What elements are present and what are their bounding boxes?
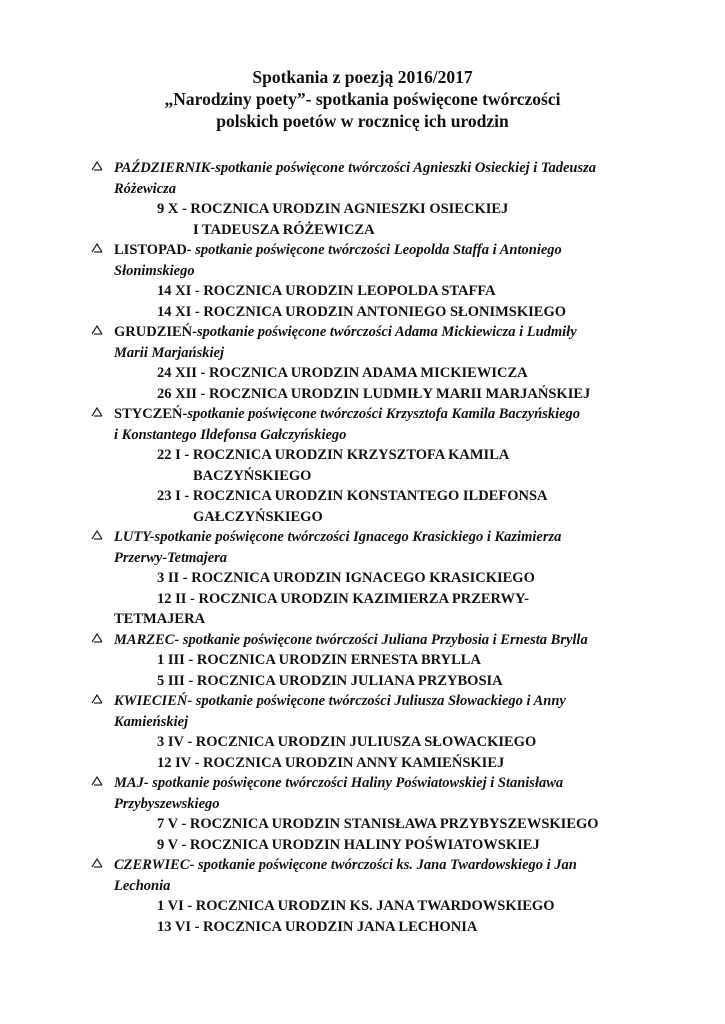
month-description: spotkanie poświęcone twórczości Adama Mickiewicza i Ludmiły xyxy=(196,324,577,340)
month-name: CZERWIEC- xyxy=(114,857,195,873)
month-description-cont: Przerwy-Tetmajera xyxy=(114,549,228,566)
month-description: spotkanie poświęcone twórczości Agnieszki Osieckiej i Tadeusza xyxy=(215,160,597,176)
month-intro xyxy=(0,773,725,814)
month-description-cont: Różewicza xyxy=(114,180,177,197)
month-section-pazdziernik xyxy=(0,158,725,240)
month-section-grudzien xyxy=(0,322,725,404)
birthday-entry: 14 XI - ROCZNICA URODZIN ANTONIEGO SŁONIMSKIEGO xyxy=(157,303,567,320)
month-description-cont: Marii Marjańskiej xyxy=(114,344,224,361)
birthday-entry: 13 VI - ROCZNICA URODZIN JANA LECHONIA xyxy=(157,918,478,935)
month-name: KWIECIEŃ- xyxy=(114,693,193,709)
month-section-czerwiec xyxy=(0,855,725,937)
month-intro xyxy=(0,158,725,199)
birthday-entry-cont: I TADEUSZA RÓŻEWICZA xyxy=(193,221,375,238)
birthday-entry: 5 III - ROCZNICA URODZIN JULIANA PRZYBOSIA xyxy=(157,672,503,689)
month-description: spotkanie poświęcone twórczości Krzysztofa Kamila Baczyńskiego xyxy=(187,406,581,422)
month-description: spotkanie poświęcone twórczości Juliusza Słowackiego i Anny xyxy=(192,693,566,709)
month-description-cont: Kamieńskiej xyxy=(114,713,189,730)
birthday-entry: 7 V - ROCZNICA URODZIN STANISŁAWA PRZYBYSZEWSKIEGO xyxy=(157,816,599,832)
month-name: LUTY- xyxy=(114,529,155,545)
month-description: spotkanie poświęcone twórczości Ignacego Krasickiego i Kazimierza xyxy=(154,529,562,545)
month-name: GRUDZIEŃ- xyxy=(114,324,197,340)
open-bullet-arrow-icon xyxy=(90,692,104,706)
birthday-entry: 1 III - ROCZNICA URODZIN ERNESTA BRYLLA xyxy=(157,652,481,668)
open-bullet-arrow-icon xyxy=(90,774,104,788)
birthday-entry-cont: GAŁCZYŃSKIEGO xyxy=(193,508,323,525)
month-intro xyxy=(0,404,725,445)
birthday-entry: 12 IV - ROCZNICA URODZIN ANNY KAMIEŃSKIEJ xyxy=(157,754,505,771)
month-section-kwiecien xyxy=(0,691,725,773)
month-description: spotkanie poświęcone twórczości Juliana Przybosia i Ernesta Brylla xyxy=(179,631,588,648)
month-description-cont: Przybyszewskiego xyxy=(114,795,220,812)
month-description-cont: Lechonia xyxy=(114,877,171,894)
document-subtitle-line-2: polskich poetów w rocznicę ich urodzin xyxy=(216,111,509,131)
birthday-entry: 26 XII - ROCZNICA URODZIN LUDMIŁY MARII MARJAŃSKIEJ xyxy=(157,385,591,402)
birthday-entry-cont: TETMAJERA xyxy=(114,611,206,627)
birthday-entry: 23 I - ROCZNICA URODZIN KONSTANTEGO ILDEFONSA xyxy=(157,488,548,504)
month-name: STYCZEŃ- xyxy=(114,406,188,422)
birthday-entry: 3 IV - ROCZNICA URODZIN JULIUSZA SŁOWACKIEGO xyxy=(157,734,537,750)
month-name: MARZEC- xyxy=(114,631,180,648)
month-intro xyxy=(0,855,725,896)
birthday-entry: 12 II - ROCZNICA URODZIN KAZIMIERZA PRZERWY- xyxy=(157,590,529,607)
month-intro xyxy=(0,691,725,732)
month-intro xyxy=(0,630,725,651)
birthday-entry: 3 II - ROCZNICA URODZIN IGNACEGO KRASICKIEGO xyxy=(157,570,535,586)
open-bullet-arrow-icon xyxy=(90,405,104,419)
month-name: PAŹDZIERNIK- xyxy=(114,160,216,176)
document-subtitle-line-1: „Narodziny poety”- spotkania poświęcone twórczości xyxy=(164,89,561,109)
open-bullet-arrow-icon xyxy=(90,528,104,542)
birthday-entry: 9 V - ROCZNICA URODZIN HALINY POŚWIATOWSKIEJ xyxy=(157,836,540,853)
birthday-entry: 24 XII - ROCZNICA URODZIN ADAMA MICKIEWICZA xyxy=(157,365,528,381)
month-description: spotkanie poświęcone twórczości Leopolda Staffa i Antoniego xyxy=(191,242,562,258)
month-intro xyxy=(0,527,725,568)
month-description-cont: i Konstantego Ildefonsa Gałczyńskiego xyxy=(114,426,347,443)
month-section-marzec xyxy=(0,630,725,692)
birthday-entry: 14 XI - ROCZNICA URODZIN LEOPOLDA STAFFA xyxy=(157,283,496,299)
birthday-entry-cont: BACZYŃSKIEGO xyxy=(193,467,312,484)
month-description: spotkanie poświęcone twórczości ks. Jana Twardowskiego i Jan xyxy=(194,857,577,873)
birthday-entry: 1 VI - ROCZNICA URODZIN KS. JANA TWARDOWSKIEGO xyxy=(157,898,555,914)
month-section-luty xyxy=(0,527,725,630)
document-header xyxy=(0,66,725,132)
month-section-listopad xyxy=(0,240,725,322)
month-intro xyxy=(0,322,725,363)
month-section-maj xyxy=(0,773,725,855)
month-intro xyxy=(0,240,725,281)
birthday-entry: 22 I - ROCZNICA URODZIN KRZYSZTOFA KAMILA xyxy=(157,447,510,463)
document-title: Spotkania z poezją 2016/2017 xyxy=(252,67,473,87)
month-description-cont: Słonimskiego xyxy=(114,262,195,279)
month-name: MAJ- xyxy=(114,775,149,791)
open-bullet-arrow-icon xyxy=(90,241,104,255)
month-description: spotkanie poświęcone twórczości Haliny Poświatowskiej i Stanisława xyxy=(148,775,564,791)
open-bullet-arrow-icon xyxy=(90,159,104,173)
month-name: LISTOPAD- xyxy=(114,242,192,258)
open-bullet-arrow-icon xyxy=(90,323,104,337)
month-section-styczen xyxy=(0,404,725,527)
open-bullet-arrow-icon xyxy=(90,631,104,645)
birthday-entry: 9 X - ROCZNICA URODZIN AGNIESZKI OSIECKIEJ xyxy=(157,201,509,217)
monthly-meetings-list xyxy=(0,158,725,937)
open-bullet-arrow-icon xyxy=(90,856,104,870)
